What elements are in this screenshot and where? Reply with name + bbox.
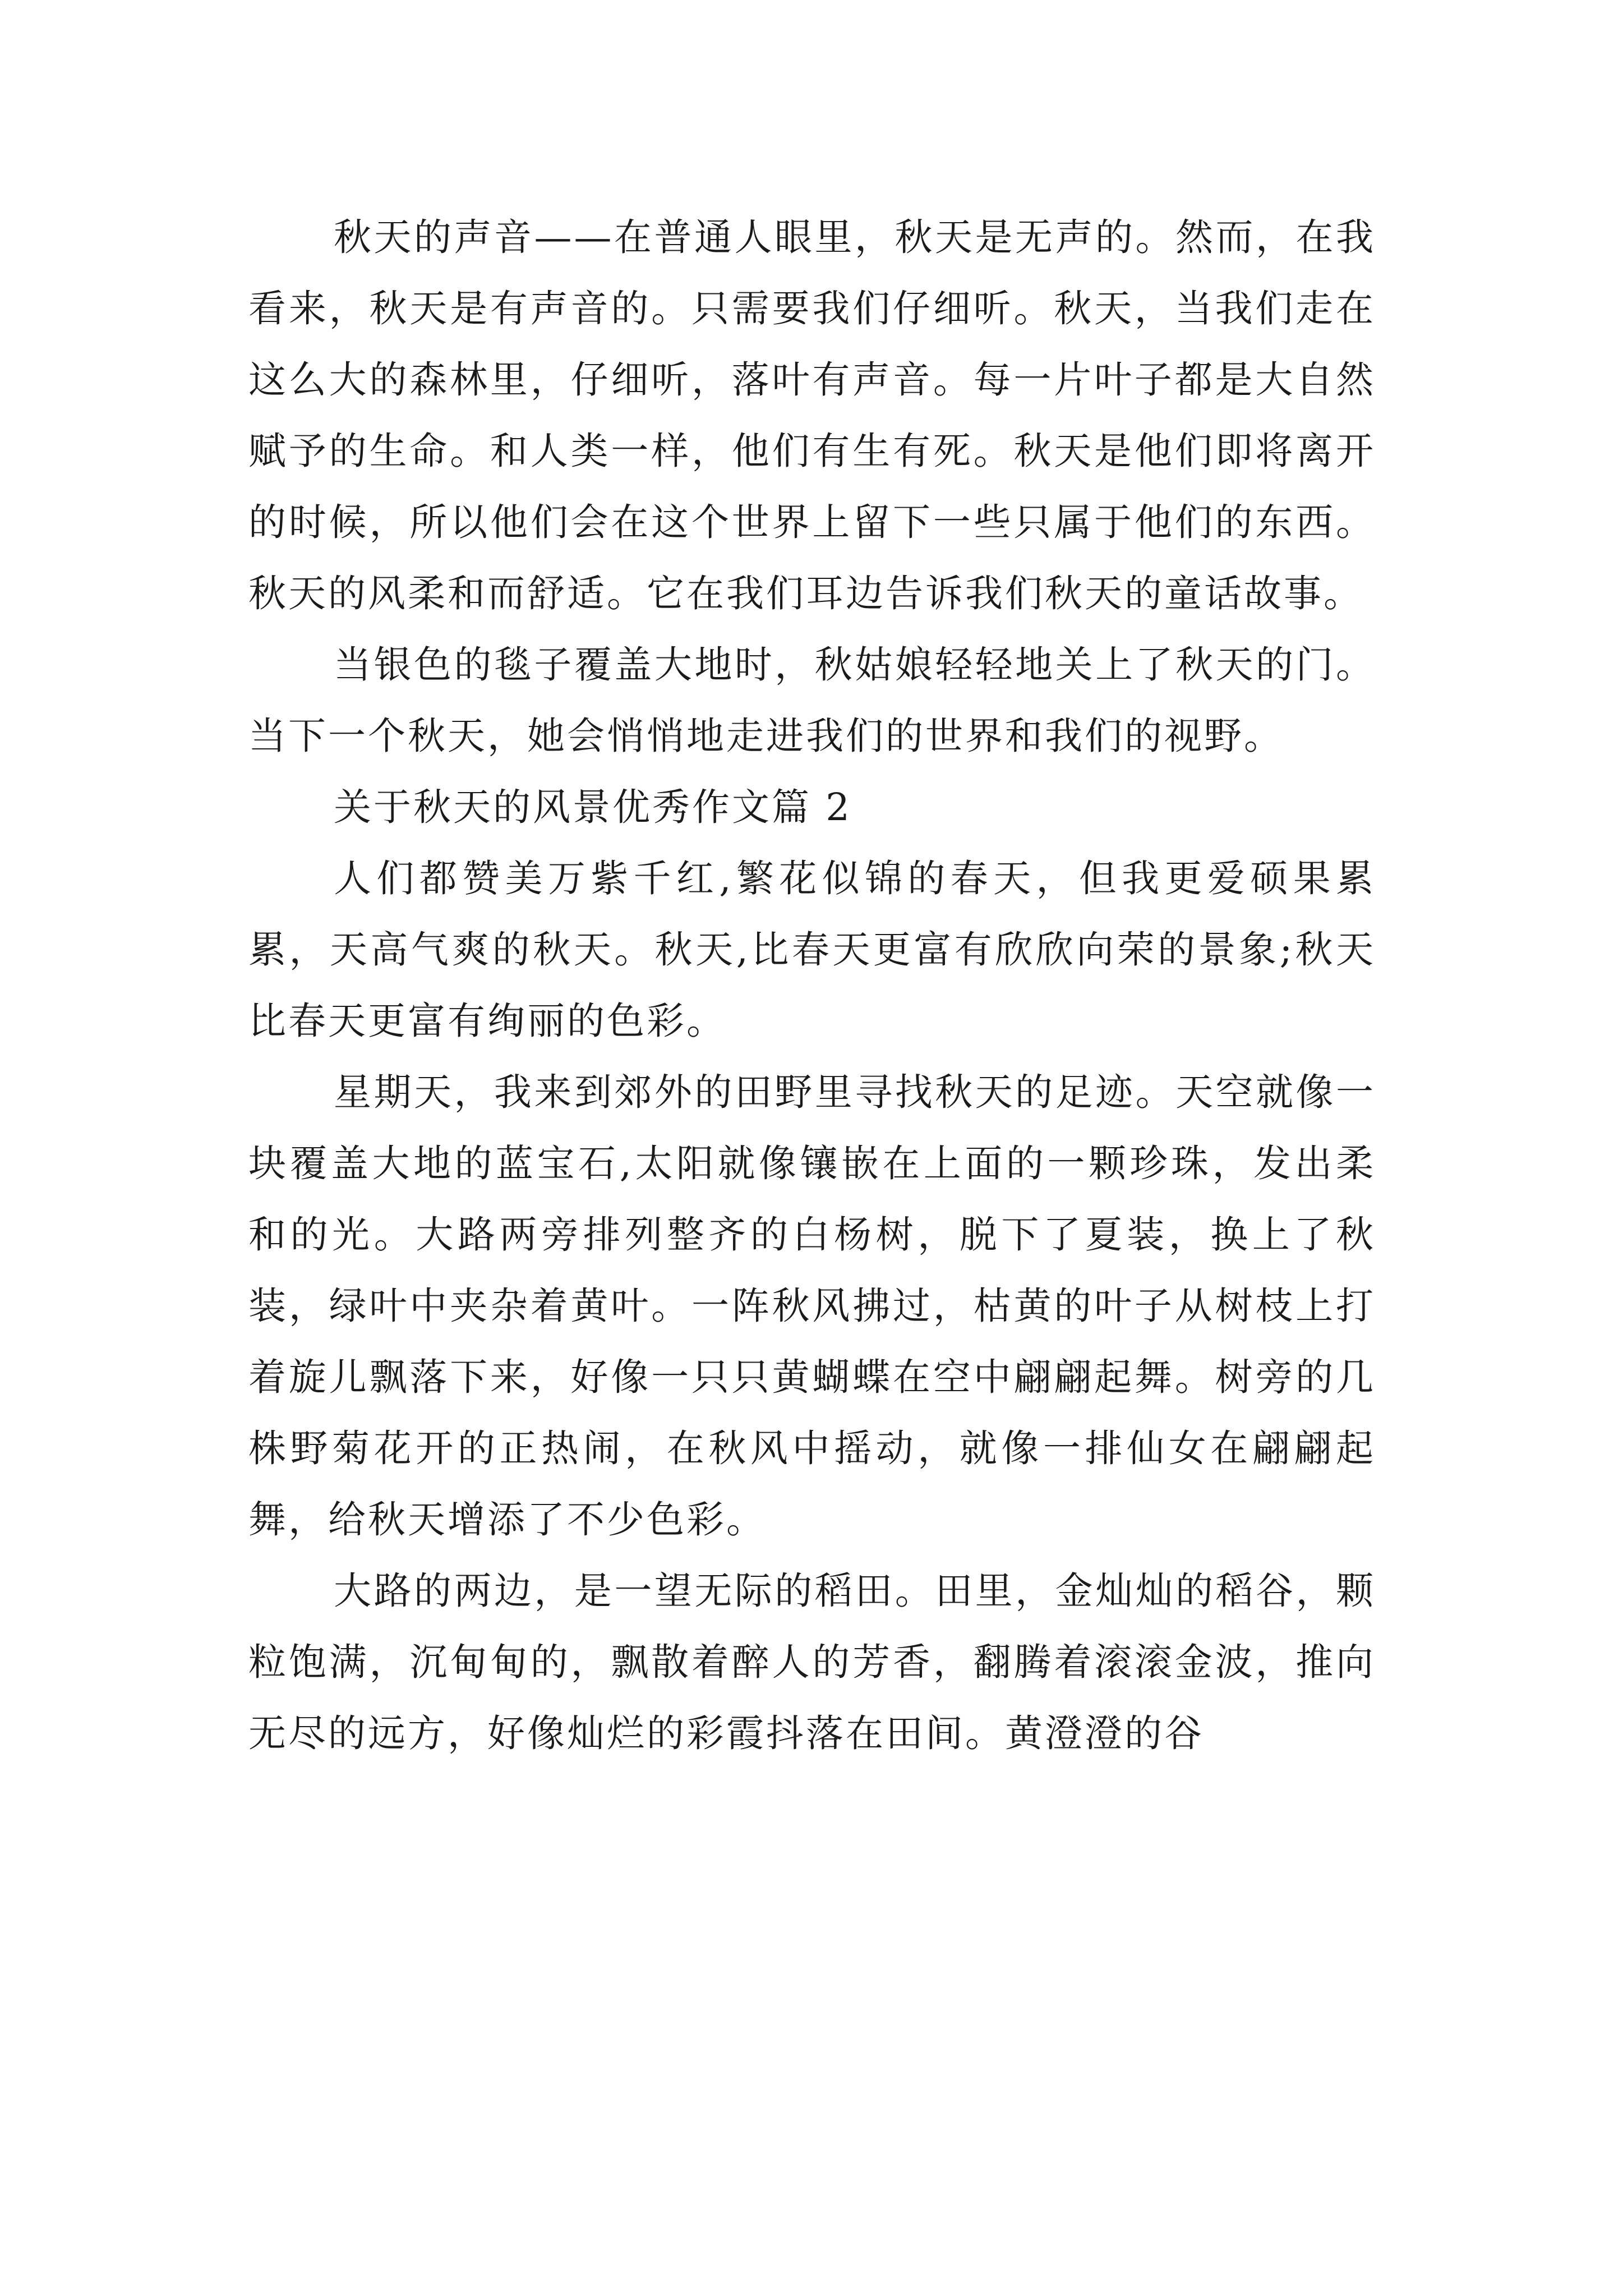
paragraph-sunday-fields: 星期天，我来到郊外的田野里寻找秋天的足迹。天空就像一块覆盖大地的蓝宝石,太阳就像镶嵌在上面的一颗珍珠，发出柔和的光。大路两旁排列整齐的白杨树，脱下了夏装，换上了秋装，绿叶中夹杂着黄叶。一阵秋风拂过，枯黄的叶子从树枝上打着旋儿飘落下来，好像一只只黄蝴蝶在空中翩翩起舞。树旁的几株野菊花开的正热闹，在秋风中摇动，就像一排仙女在翩翩起舞，给秋天增添了不少色彩。 <box>248 1070 1376 1542</box>
paragraph-spring-vs-autumn: 人们都赞美万紫千红,繁花似锦的春天，但我更爱硕果累累，天高气爽的秋天。秋天,比春天更富有欣欣向荣的景象;秋天比春天更富有绚丽的色彩。 <box>248 857 1376 1043</box>
paragraph-autumn-sound: 秋天的声音——在普通人眼里，秋天是无声的。然而，在我看来，秋天是有声音的。只需要我们仔细听。秋天，当我们走在这么大的森林里，仔细听，落叶有声音。每一片叶子都是大自然赋予的生命。和人类一样，他们有生有死。秋天是他们即将离开的时候，所以他们会在这个世界上留下一些只属于他们的东西。秋天的风柔和而舒适。它在我们耳边告诉我们秋天的童话故事。 <box>248 215 1376 615</box>
document-body <box>248 202 1376 1769</box>
paragraph-rice-fields: 大路的两边，是一望无际的稻田。田里，金灿灿的稻谷，颗粒饱满，沉甸甸的，飘散着醉人的芳香，翻腾着滚滚金波，推向无尽的远方，好像灿烂的彩霞抖落在田间。黄澄澄的谷 <box>248 1569 1376 1755</box>
essay-heading: 关于秋天的风景优秀作文篇 2 <box>334 785 852 829</box>
paragraph-silver-blanket: 当银色的毯子覆盖大地时，秋姑娘轻轻地关上了秋天的门。当下一个秋天，她会悄悄地走进我们的世界和我们的视野。 <box>248 643 1376 758</box>
